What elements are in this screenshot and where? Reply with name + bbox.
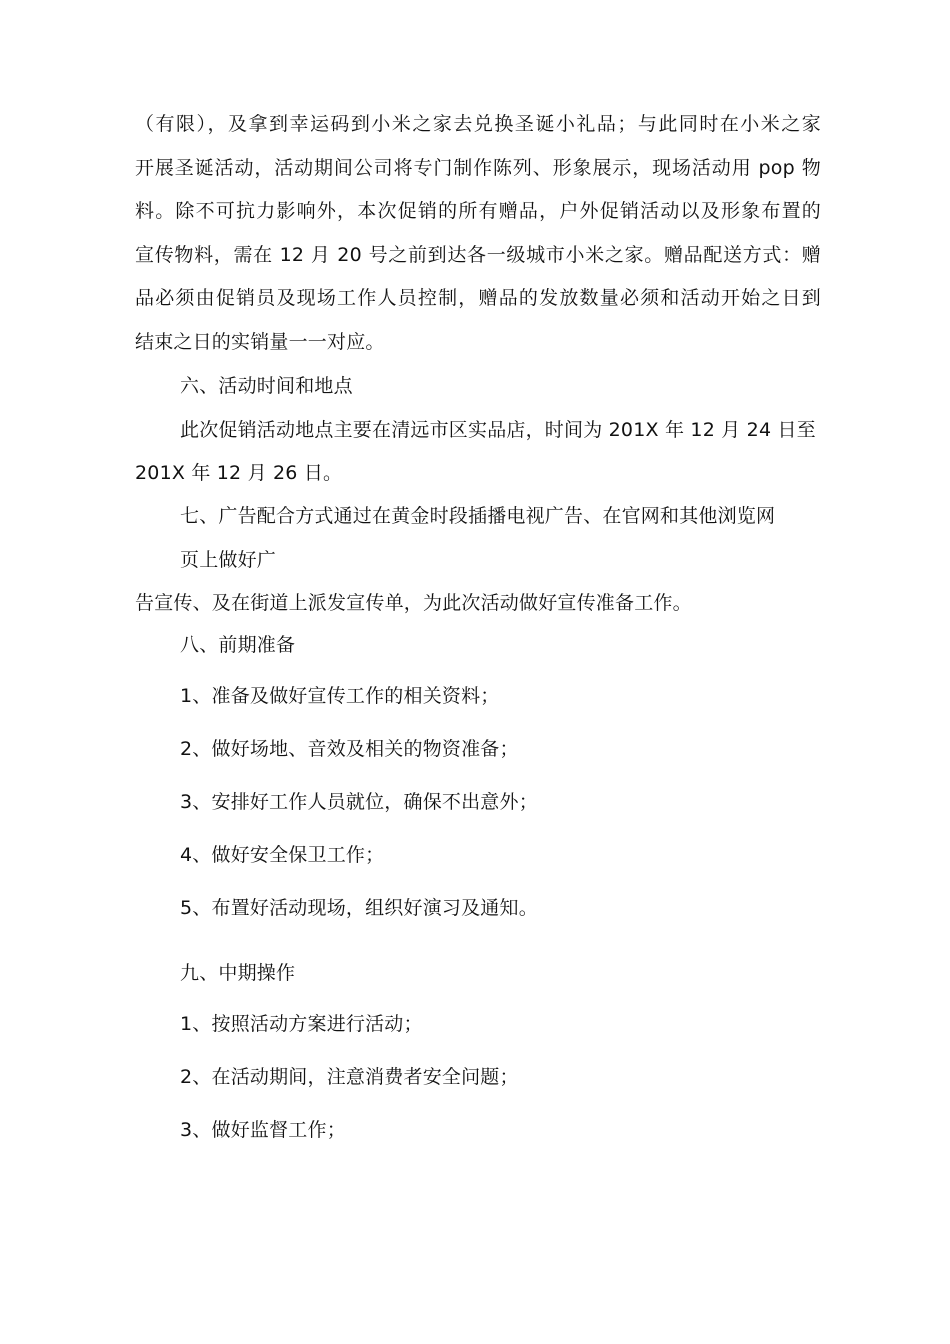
list-item: 3、安排好工作人员就位，确保不出意外； [180, 791, 538, 813]
section-7-line: 页上做好广 [180, 549, 277, 571]
paragraph-line: 开展圣诞活动，活动期间公司将专门制作陈列、形象展示，现场活动用 pop 物 [135, 157, 821, 179]
section-heading-8: 八、前期准备 [180, 634, 296, 656]
paragraph-line: 料。除不可抗力影响外，本次促销的所有赠品，户外促销活动以及形象布置的 [135, 200, 821, 222]
paragraph-line: 结束之日的实销量一一对应。 [135, 331, 385, 353]
section-7-line: 七、广告配合方式通过在黄金时段插播电视广告、在官网和其他浏览网 [180, 505, 776, 527]
paragraph-line: （有限），及拿到幸运码到小米之家去兑换圣诞小礼品；与此同时在小米之家 [135, 113, 821, 135]
list-item: 2、在活动期间，注意消费者安全问题； [180, 1066, 519, 1088]
paragraph-line: 品必须由促销员及现场工作人员控制，赠品的发放数量必须和活动开始之日到 [135, 287, 821, 309]
section-6-body-line: 201X 年 12 月 26 日。 [135, 462, 343, 484]
section-heading-6: 六、活动时间和地点 [180, 375, 353, 397]
section-6-body-line: 此次促销活动地点主要在清远市区实品店，时间为 201X 年 12 月 24 日至 [180, 419, 816, 441]
paragraph-line: 宣传物料，需在 12 月 20 号之前到达各一级城市小米之家。赠品配送方式：赠 [135, 244, 821, 266]
list-item: 4、做好安全保卫工作； [180, 844, 385, 866]
section-7-line: 告宣传、及在街道上派发宣传单，为此次活动做好宣传准备工作。 [135, 592, 692, 614]
list-item: 5、布置好活动现场，组织好演习及通知。 [180, 897, 538, 919]
section-heading-9: 九、中期操作 [180, 962, 296, 984]
list-item: 2、做好场地、音效及相关的物资准备； [180, 738, 519, 760]
list-item: 1、按照活动方案进行活动； [180, 1013, 423, 1035]
list-item: 3、做好监督工作； [180, 1119, 346, 1141]
list-item: 1、准备及做好宣传工作的相关资料； [180, 685, 500, 707]
